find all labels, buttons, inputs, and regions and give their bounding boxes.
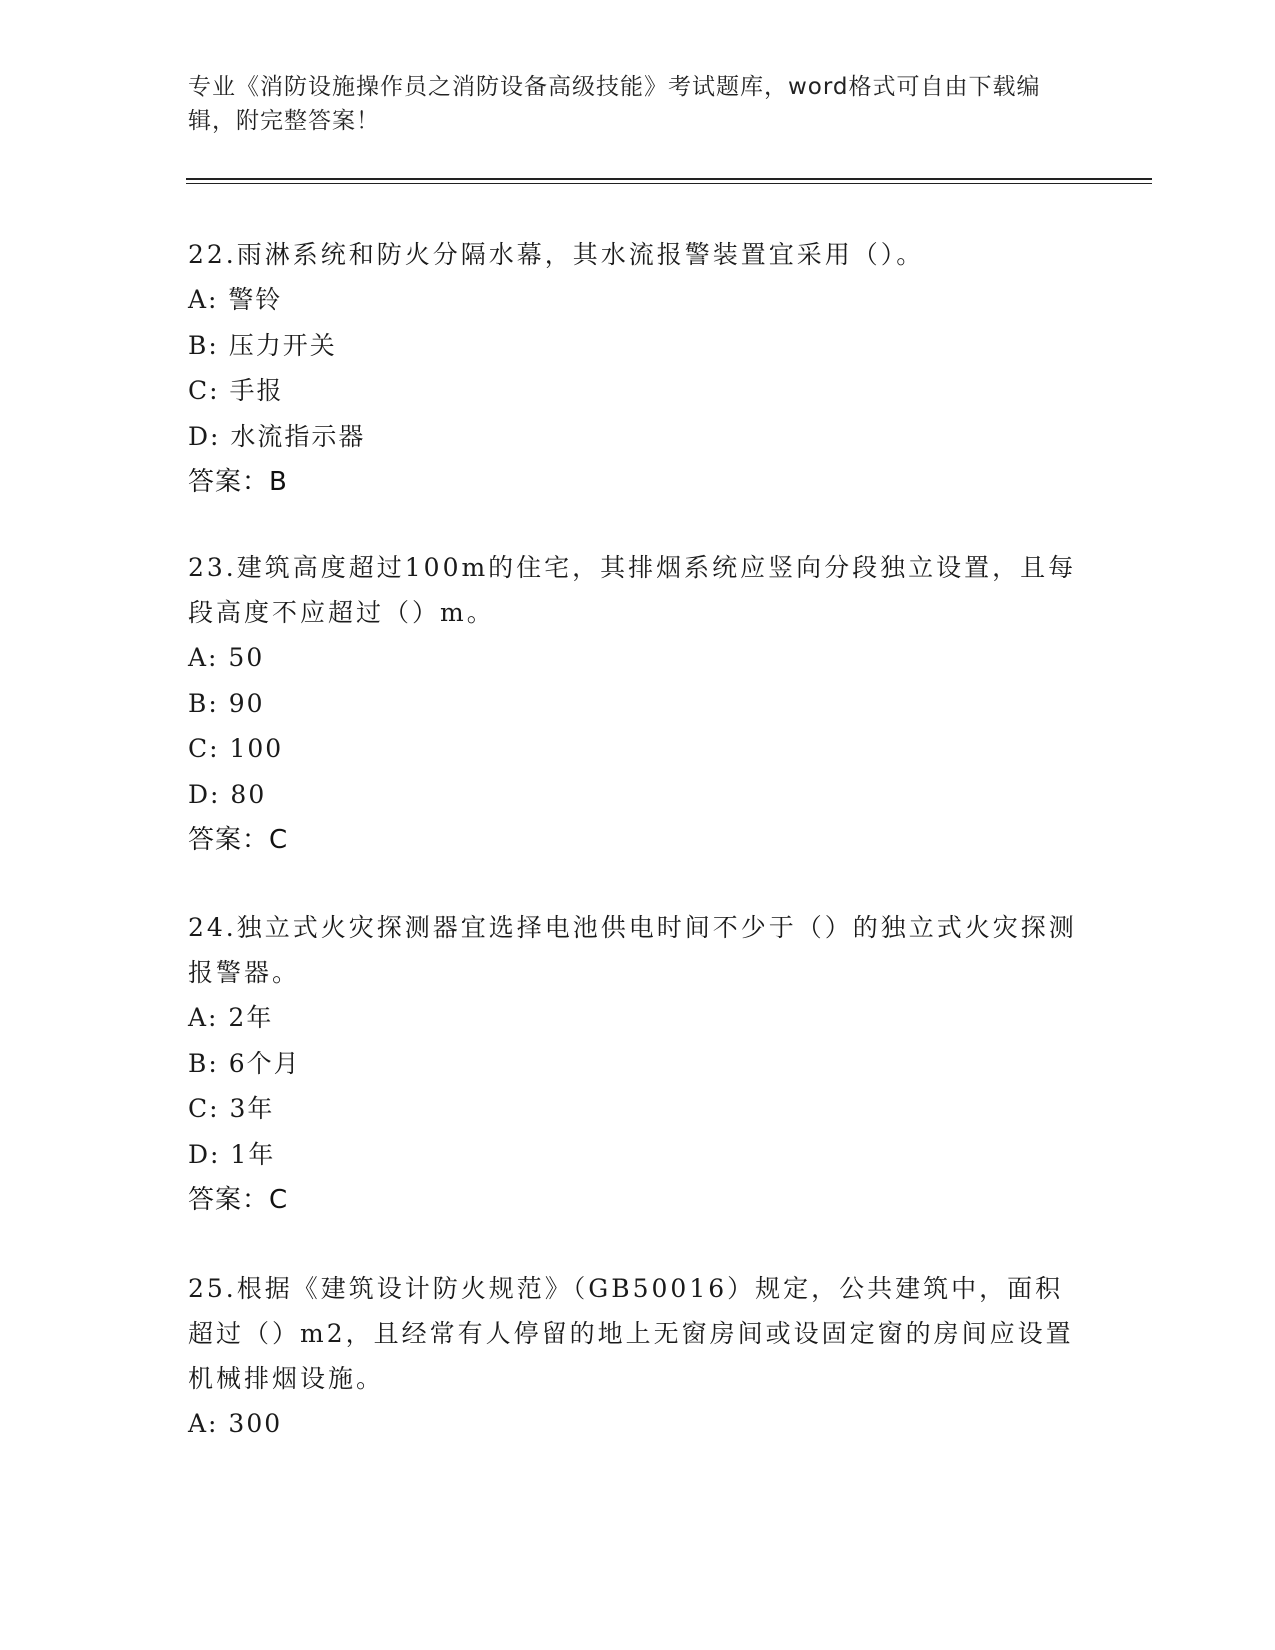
option-c: C: 手报: [188, 376, 284, 405]
option-b: B: 压力开关: [188, 330, 337, 360]
option-a: A: 2年: [188, 1003, 274, 1032]
option-b: B: 6个月: [188, 1048, 301, 1078]
answer-line: 答案：B: [188, 467, 288, 497]
question-23: [188, 545, 1088, 863]
question-stem: 24.独立式火灾探测器宜选择电池供电时间不少于（）的独立式火灾探测报警器。: [188, 913, 1077, 987]
question-24: [188, 905, 1088, 1223]
header-divider-thick: [186, 178, 1152, 180]
question-stem: 25.根据《建筑设计防火规范》（GB50016）规定，公共建筑中，面积超过（）m2，且经常有人停留的地上无窗房间或设固定窗的房间应设置机械排烟设施。: [188, 1274, 1074, 1393]
option-d: D: 1年: [188, 1139, 276, 1169]
option-a: A: 300: [188, 1409, 283, 1438]
option-b: B: 90: [188, 688, 265, 718]
option-d: D: 80: [188, 779, 267, 809]
question-22: [188, 232, 1088, 505]
header-divider-thin: [186, 183, 1152, 184]
option-a: A: 警铃: [188, 285, 283, 314]
question-stem: 23.建筑高度超过100m的住宅，其排烟系统应竖向分段独立设置，且每段高度不应超过（）m。: [188, 553, 1077, 627]
option-a: A: 50: [188, 643, 265, 672]
answer-line: 答案：C: [188, 825, 289, 855]
option-d: D: 水流指示器: [188, 421, 366, 451]
question-stem: 22.雨淋系统和防火分隔水幕，其水流报警装置宜采用（）。: [188, 240, 925, 269]
question-25: [188, 1266, 1088, 1447]
option-c: C: 3年: [188, 1094, 275, 1123]
answer-line: 答案：C: [188, 1185, 289, 1215]
document-intro: 专业《消防设施操作员之消防设备高级技能》考试题库，word格式可自由下载编辑，附完整答案！: [188, 74, 1041, 134]
option-c: C: 100: [188, 734, 284, 763]
